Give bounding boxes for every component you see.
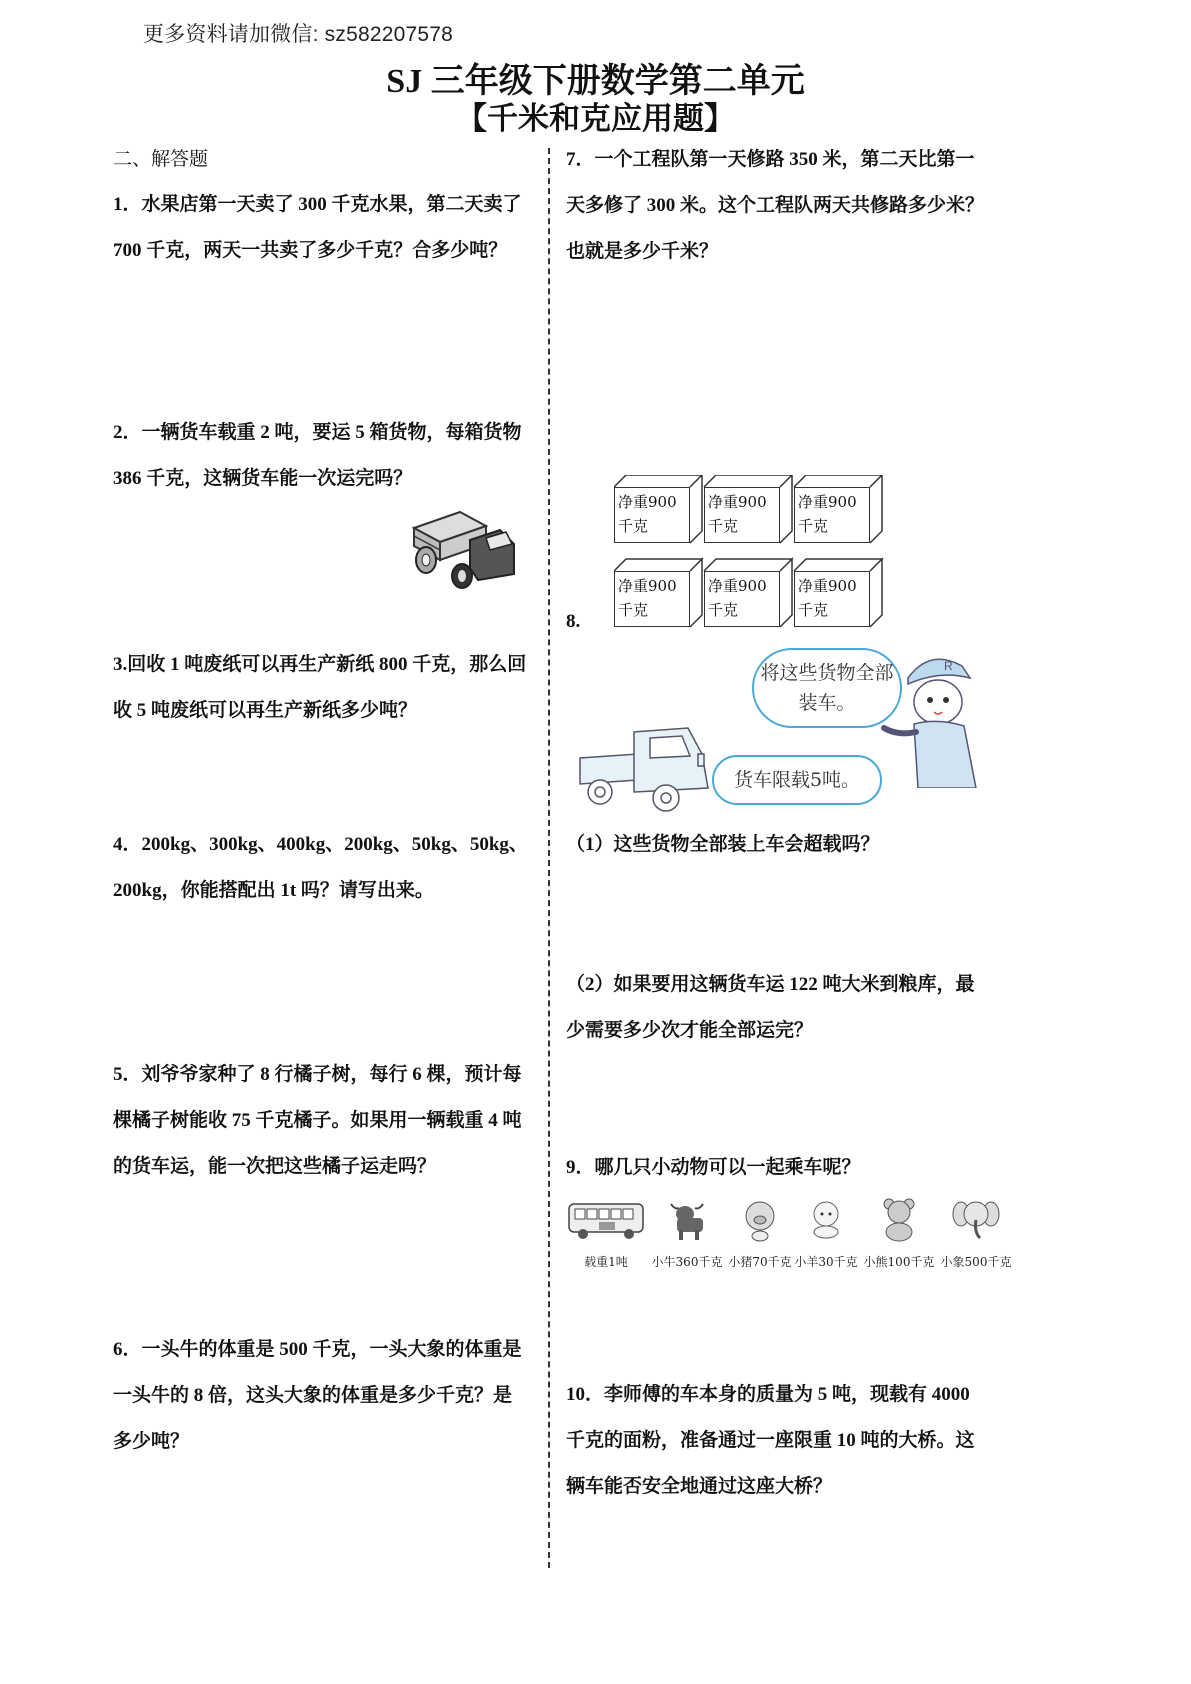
bus-icon xyxy=(567,1198,645,1242)
bear-icon xyxy=(879,1198,919,1242)
box-weight: 净重900 xyxy=(708,493,767,511)
question-10: 10．李师傅的车本身的质量为 5 吨，现载有 4000 千克的面粉，准备通过一座限重 10 吨的大桥。这辆车能否安全地通过这座大桥？ xyxy=(566,1384,975,1497)
box-weight: 净重900 xyxy=(618,577,677,595)
pig-icon xyxy=(740,1198,780,1242)
pig-item xyxy=(726,1198,794,1270)
box-unit: 千克 xyxy=(708,601,739,619)
watermark-text: 更多资料请加微信: sz582207578 xyxy=(143,23,453,46)
bus-item xyxy=(566,1198,646,1270)
cow-item xyxy=(650,1198,724,1270)
box-unit: 千克 xyxy=(618,517,649,535)
title-prefix: SJ xyxy=(386,63,423,100)
question-9: 9．哪几只小动物可以一起乘车呢？ xyxy=(566,1157,861,1178)
cargo-boxes-figure xyxy=(614,475,884,637)
cow-icon xyxy=(665,1198,709,1242)
speech-bubble-limit: 货车限载5吨。 xyxy=(712,755,882,805)
column-divider xyxy=(548,148,550,1568)
sheep-icon xyxy=(806,1198,846,1242)
page-title xyxy=(0,62,1191,102)
question-5: 5．刘爷爷家种了 8 行橘子树，每行 6 棵，预计每棵橘子树能收 75 千克橘子。如果用一辆载重 4 吨的货车运，能一次把这些橘子运走吗？ xyxy=(113,1064,522,1177)
question-8-number: 8. xyxy=(566,611,581,632)
question-4: 4．200kg、300kg、400kg、200kg、50kg、50kg、200kg，你能搭配出 1t 吗？请写出来。 xyxy=(113,834,528,901)
box-weight: 净重900 xyxy=(798,493,857,511)
title-main: 三年级下册数学第二单元 xyxy=(430,63,805,100)
svg-text:R: R xyxy=(944,659,953,673)
box-unit: 千克 xyxy=(618,601,649,619)
bear-weight-label: 小熊100千克 xyxy=(863,1255,935,1269)
question-8-part-1: （1）这些货物全部装上车会超载吗？ xyxy=(566,834,880,855)
section-heading: 二、解答题 xyxy=(113,149,209,170)
animals-figure xyxy=(566,1198,1026,1282)
bus-capacity-label: 载重1吨 xyxy=(584,1255,628,1269)
box-weight: 净重900 xyxy=(618,493,677,511)
pig-weight-label: 小猪70千克 xyxy=(728,1255,792,1269)
question-8-part-2: （2）如果要用这辆货车运 122 吨大米到粮库，最少需要多少次才能全部运完？ xyxy=(566,974,975,1041)
girl-character-icon xyxy=(880,648,980,788)
sheep-weight-label: 小羊30千克 xyxy=(794,1255,858,1269)
elephant-weight-label: 小象500千克 xyxy=(940,1255,1012,1269)
truck-illustration-icon xyxy=(578,718,728,818)
page-subtitle: 【千米和克应用题】 xyxy=(456,101,735,136)
dump-truck-icon xyxy=(408,508,520,590)
question-2: 2．一辆货车载重 2 吨，要运 5 箱货物，每箱货物 386 千克，这辆货车能一次运完吗？ xyxy=(113,422,522,489)
elephant-item xyxy=(936,1198,1016,1270)
question-3: 3.回收 1 吨废纸可以再生产新纸 800 千克，那么回收 5 吨废纸可以再生产新纸多少吨？ xyxy=(113,654,527,721)
question-7: 7．一个工程队第一天修路 350 米，第二天比第一天多修了 300 米。这个工程队两天共修路多少米？也就是多少千米？ xyxy=(566,149,985,262)
box-weight: 净重900 xyxy=(708,577,767,595)
box-weight: 净重900 xyxy=(798,577,857,595)
question-6: 6．一头牛的体重是 500 千克，一头大象的体重是一头牛的 8 倍，这头大象的体重是多少千克？是多少吨？ xyxy=(113,1339,522,1452)
question-1: 1．水果店第一天卖了 300 千克水果，第二天卖了 700 千克，两天一共卖了多少千克？合多少吨？ xyxy=(113,194,522,261)
cow-weight-label: 小牛360千克 xyxy=(651,1255,723,1269)
box-unit: 千克 xyxy=(798,601,829,619)
box-unit: 千克 xyxy=(708,517,739,535)
bear-item xyxy=(862,1198,936,1270)
box-unit: 千克 xyxy=(798,517,829,535)
speech-bubble-load: 将这些货物全部装车。 xyxy=(752,648,902,728)
elephant-icon xyxy=(952,1198,1000,1242)
sheep-item xyxy=(792,1198,860,1270)
box-outlines xyxy=(614,475,884,637)
